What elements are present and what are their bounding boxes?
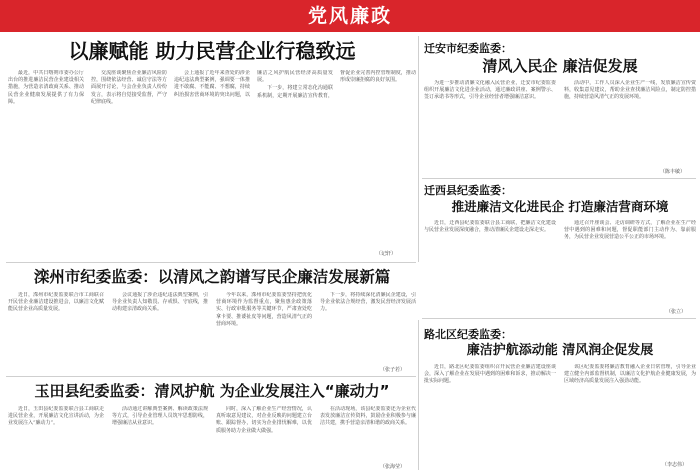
section-title: 党风廉政 xyxy=(307,5,392,27)
article-paragraph: 活动通过讲解典型案例、解读政策法规等方式，引导企业管理人员筑牢思想防线，增强廉洁从业意识。 xyxy=(112,406,208,427)
article-paragraph: 会上通报了近年来查处的涉企违纪违法典型案例，强调要一体推进不敢腐、不能腐、不想腐，持续纠治损害营商环境的突出问题，以廉洁之风护航民营经济高质量发展。 xyxy=(174,70,333,98)
article-paragraph: 同时，深入了解企业生产经营情况，认真听取意见建议，对企业反映的问题建立台账、跟踪督办，切实为企业排忧解难，以优质服务助力企业做大做强。 xyxy=(216,406,312,434)
article-credit: （张子若） xyxy=(380,367,406,373)
article-headline: 推进廉洁文化进民企 打造廉洁营商环境 xyxy=(451,199,669,214)
article-credit: （记轩） xyxy=(376,251,397,257)
article-paragraph: 通过召开座谈会、走访调研等方式，了解企业在生产经营中遇到的困难和问题，督促职能部门主动作为、靠前服务，为民营企业发展营造公平公正的市场环境。 xyxy=(564,220,696,241)
article-body xyxy=(424,220,696,308)
article-paragraph: 该区纪委监委将廉洁教育融入企业日常管理，引导企业建立健全内部监督机制，以廉洁文化护航企业健康发展，为区域经济高质量发展注入强劲动能。 xyxy=(564,364,696,385)
article-paragraph: 在活动现场，该县纪委监委还为企业代表发放廉洁宣传资料，鼓励企业积极参与廉洁共建，携手营造亲清和谐的政商关系。 xyxy=(320,406,416,427)
article-headline: 以廉赋能 助力民营企业行稳致远 xyxy=(68,39,356,63)
article-headline: 清风入民企 廉洁促发展 xyxy=(482,57,638,75)
article-paragraph: 会议通报了涉企违纪违法典型案例，引导企业负责人知敬畏、存戒惧、守底线，推动构建亲清政商关系。 xyxy=(112,292,208,313)
article-kicker: 迁西县纪委监委： xyxy=(424,184,512,197)
article-paragraph: 近日，迁西县纪委监委联合县工商联，把廉洁文化建设与民营企业发展深度融合，推动清廉民企建设走深走实。 xyxy=(424,220,556,234)
article-paragraph: 近日，路北区纪委监委组织召开民营企业廉洁建设座谈会，深入了解企业在发展中遇到的困难和诉求，推动解决一批实际问题。 xyxy=(424,364,556,385)
article-paragraph: 下一步，将持续深化清廉民企建设，引导企业依法合规经营，激发民营经济发展活力。 xyxy=(320,292,416,313)
article-body xyxy=(424,364,696,460)
article-credit: （张海莹） xyxy=(380,464,406,470)
article-headline: 廉洁护航添动能 清风润企促发展 xyxy=(466,343,654,358)
article-body xyxy=(8,70,416,246)
article-body xyxy=(8,406,416,462)
article-paragraph: 近日，玉田县纪委监委联合县工商联走进民营企业，开展廉洁文化宣讲活动，为企业发展注入“廉动力”。 xyxy=(8,406,104,427)
article-paragraph: 交流座谈聚焦企业廉洁风险防控，围绕依法经营、诚信守法等方面展开讨论，与会企业负责人纷纷发言，表示将自觉接受监督，严守纪律底线。 xyxy=(91,70,167,105)
article-paragraph: 活动中，工作人员深入企业生产一线，发放廉洁宣传资料，收集意见建议，帮助企业查找廉洁风险点，制定防控措施，持续营造风清气正的发展环境。 xyxy=(564,80,696,101)
section-divider xyxy=(422,318,696,319)
article-body xyxy=(8,292,416,364)
article-credit: （李志伟） xyxy=(662,462,688,468)
section-divider xyxy=(6,376,416,377)
section-divider xyxy=(6,262,416,263)
article-headline: 玉田县纪委监委：清风护航 为企业发展注入“廉动力” xyxy=(34,382,390,400)
article-paragraph: 今年以来，滦州市纪委监委坚持把优化营商环境作为监督重点，聚焦惠企政策落实、行政审批服务等关键环节，严肃查处吃拿卡要、推诿扯皮等问题，营造风清气正的营商环境。 xyxy=(216,292,312,327)
article-body xyxy=(424,80,696,166)
article-kicker: 路北区纪委监委： xyxy=(424,328,512,341)
article-kicker: 迁安市纪委监委： xyxy=(424,42,512,55)
article-headline: 滦州市纪委监委：以清风之韵谱写民企廉洁发展新篇 xyxy=(33,268,391,286)
article-paragraph: 下一步，将建立常态化沟通联系机制，定期开展廉洁宣传教育，督促企业完善内控管理制度，推动形成崇廉拒腐的良好氛围。 xyxy=(257,70,416,99)
column-divider xyxy=(418,36,419,262)
article-credit: （陈丰敏） xyxy=(660,169,686,175)
article-credit: （张立） xyxy=(666,309,687,315)
article-paragraph: 为进一步推动清廉文化融入民营企业，迁安市纪委监委组织开展廉洁文化进企业活动，通过廉政讲座、案例警示、签订承诺书等形式，引导企业经营者增强廉洁意识。 xyxy=(424,80,556,101)
article-paragraph: 最近，中共日喀则市委办公厅出台的推进廉洁民营企业建设相关措施，为营造亲清政商关系、推动民营企业健康发展提供了有力保障。 xyxy=(8,70,84,105)
column-divider xyxy=(418,320,419,470)
article-paragraph: 近日，滦州市纪委监委联合市工商联召开民营企业廉洁建设推进会，以廉洁文化赋能民营企业高质量发展。 xyxy=(8,292,104,313)
section-divider xyxy=(422,178,696,179)
section-banner xyxy=(0,0,700,32)
